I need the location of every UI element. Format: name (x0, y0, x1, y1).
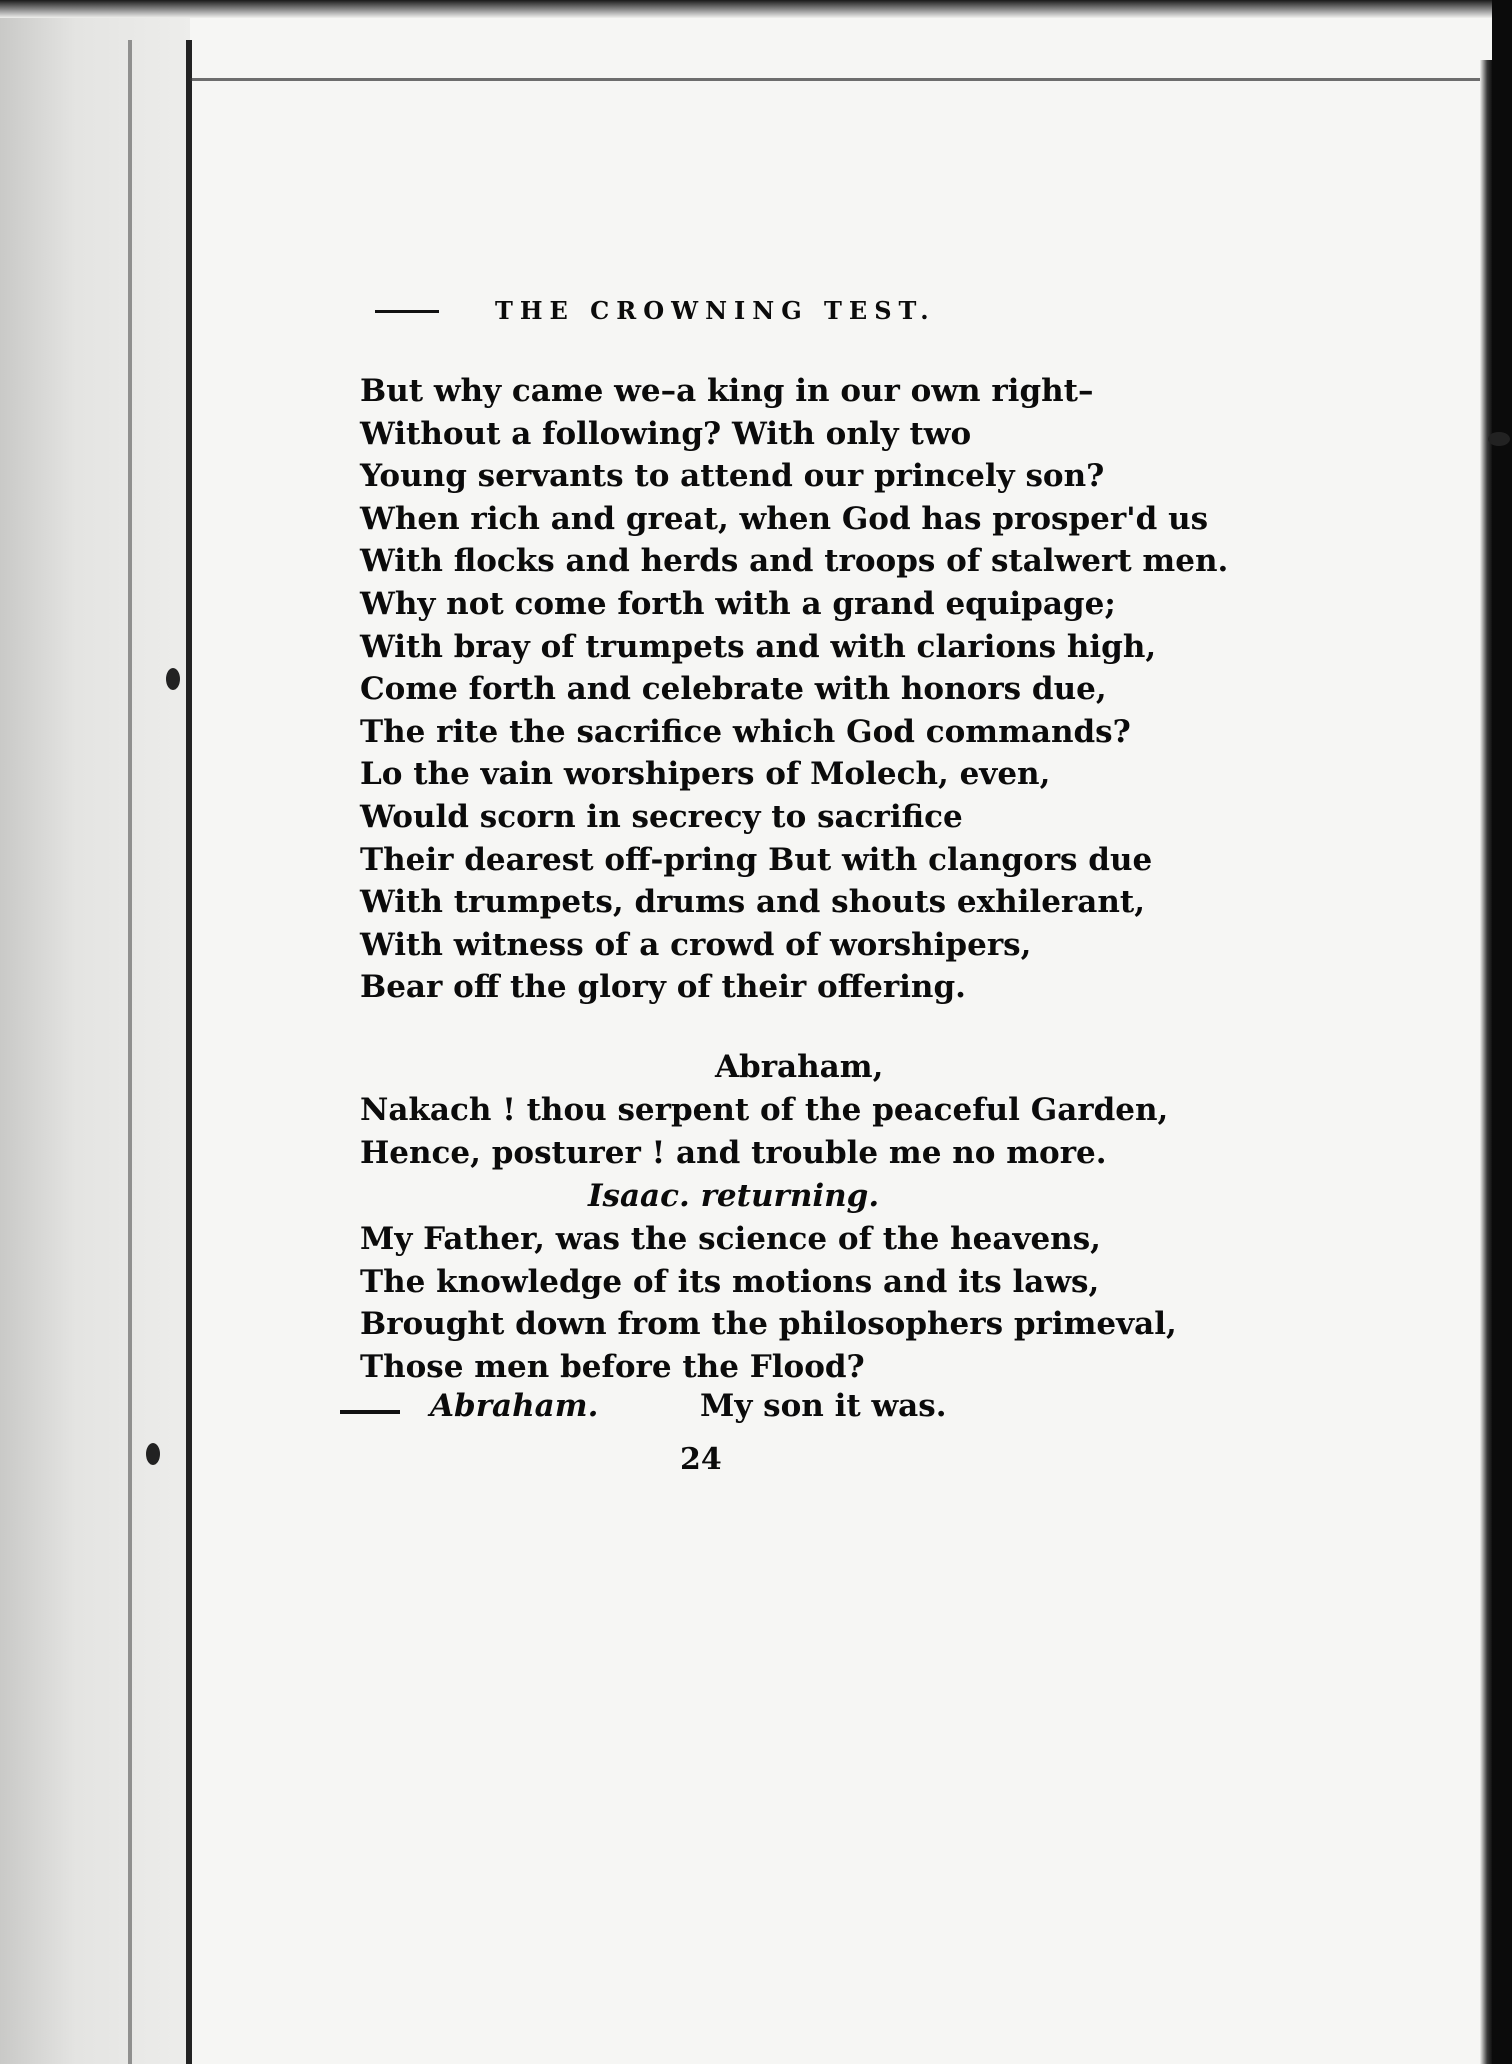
verse-line: Hence, posturer ! and trouble me no more. (360, 1134, 1107, 1171)
verse-stanza-1 (360, 370, 1260, 1009)
page-fold-line (128, 40, 132, 2064)
gutter-line (186, 40, 192, 2064)
verse-line: Without a following? With only two (360, 415, 972, 452)
closing-line-text: My son it was. (700, 1388, 947, 1425)
closing-dialogue-line (360, 1388, 1260, 1434)
verse-line: With witness of a crowd of worshipers, (360, 926, 1032, 963)
verse-line: Brought down from the philosophers primeval, (360, 1306, 1177, 1343)
verse-line: Would scorn in secrecy to sacrifice (360, 798, 963, 835)
verse-line: Nakach ! thou serpent of the peaceful Garden, (360, 1091, 1169, 1128)
top-border-line (190, 78, 1492, 81)
verse-line: Young servants to attend our princely son? (360, 458, 1105, 495)
verse-line: With flocks and herds and troops of stalwert men. (360, 543, 1229, 580)
running-head-dash (375, 310, 439, 313)
facing-page-strip (0, 18, 190, 2064)
top-scan-edge (0, 0, 1512, 18)
verse-line: Why not come forth with a grand equipage; (360, 585, 1116, 622)
verse-line: The rite the sacrifice which God commands? (360, 713, 1131, 750)
verse-line: When rich and great, when God has prosper'd us (360, 500, 1209, 537)
verse-line: Lo the vain worshipers of Molech, even, (360, 756, 1051, 793)
right-scan-border (1492, 0, 1512, 2064)
margin-mark (340, 1410, 400, 1414)
verse-line: The knowledge of its motions and its laws, (360, 1263, 1100, 1300)
verse-line: Bear off the glory of their offering. (360, 969, 966, 1006)
speaker-heading-abraham: Abraham, (715, 1048, 884, 1085)
verse-line: With bray of trumpets and with clarions high, (360, 628, 1157, 665)
verse-line: Those men before the Flood? (360, 1348, 865, 1385)
ink-speck (146, 1443, 160, 1465)
verse-line: With trumpets, drums and shouts exhilerant, (360, 884, 1145, 921)
page-number: 24 (680, 1442, 722, 1478)
running-head (415, 280, 1260, 340)
verse-line: My Father, was the science of the heavens, (360, 1221, 1101, 1258)
text-block (360, 280, 1260, 1477)
ink-speck (1488, 432, 1510, 446)
right-page-edge (1480, 60, 1492, 2064)
speaker-inline-abraham: Abraham. (430, 1388, 599, 1425)
running-head-title: THE CROWNING TEST. (495, 296, 936, 325)
ink-speck (166, 668, 180, 690)
verse-line: Come forth and celebrate with honors due, (360, 671, 1107, 708)
verse-line: But why came we–a king in our own right– (360, 373, 1094, 409)
speaker-heading-isaac: Isaac. returning. (588, 1178, 880, 1215)
verse-line: Their dearest off-pring But with clangors due (360, 841, 1153, 878)
